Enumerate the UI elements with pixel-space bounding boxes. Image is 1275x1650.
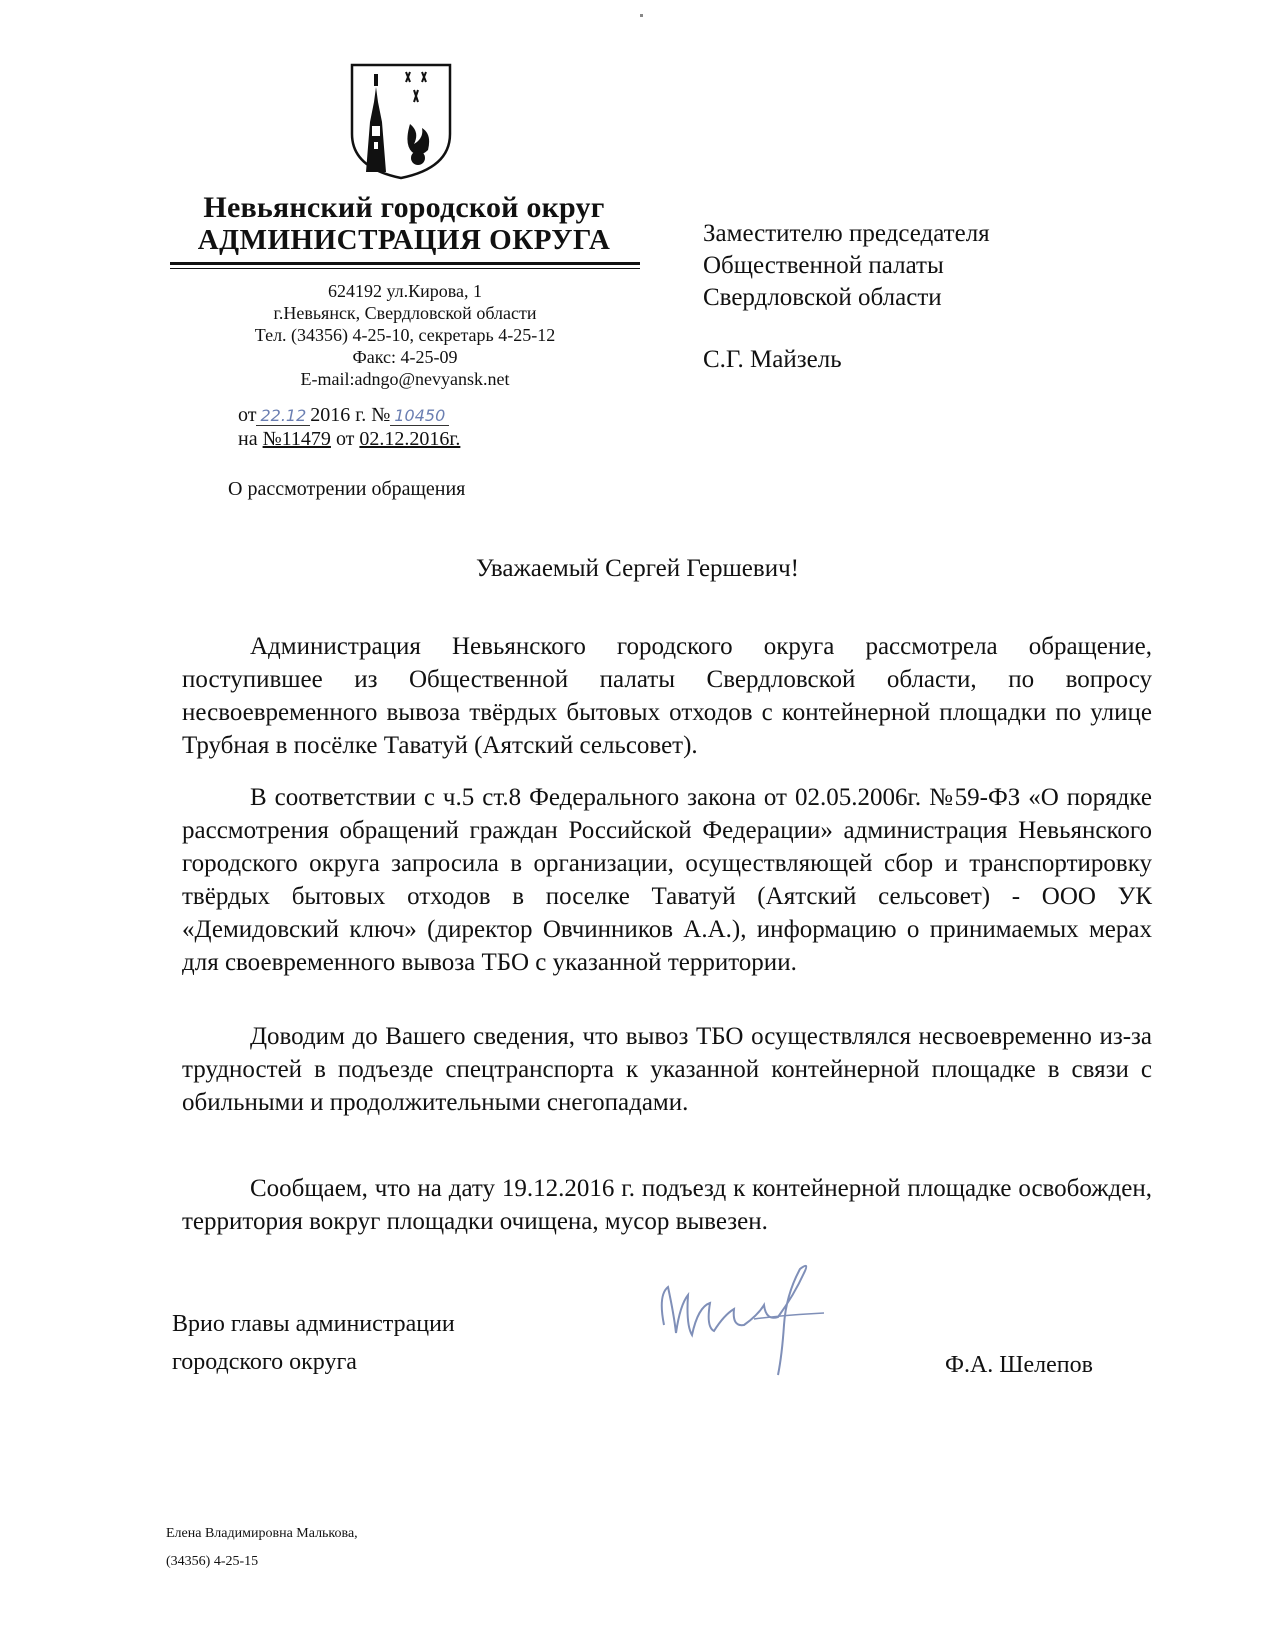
address-postal: 624192 ул.Кирова, 1 bbox=[327, 281, 483, 301]
reg-number-handwritten: 10450 bbox=[390, 406, 449, 426]
header-rule-thick bbox=[170, 262, 640, 265]
organization-department: АДМИНИСТРАЦИЯ ОКРУГА bbox=[197, 224, 611, 256]
registration-line bbox=[238, 404, 449, 427]
letter-paragraph-2: В соответствии с ч.5 ст.8 Федерального закона от 02.05.2006г. №59-ФЗ «О порядке рассмотрения обращений граждан Российской Федерации» администрация Невьянского городского округа запросила в организации, осуществляющей сбор и транспортировку твёрдых бытовых отходов в поселке Таватуй (Аятский сельсовет) - ООО УК «Демидовский ключ» (директор Овчинников А.А.), информацию о принимаемых мерах для своевременного вывоза ТБО с указанной территории. bbox=[182, 784, 1152, 976]
handwritten-signature bbox=[654, 1255, 854, 1385]
recipient-organization: Общественной палаты bbox=[703, 252, 944, 279]
letter-paragraph-3: Доводим до Вашего сведения, что вывоз ТБО осуществлялся несвоевременно из-за трудностей в подъезде спецтранспорта к указанной контейнерной площадке в связи с обильными и продолжительными снегопадами. bbox=[182, 1023, 1152, 1116]
letter-paragraph-1: Администрация Невьянского городского округа рассмотрела обращение, поступившее из Общественной палаты Свердловской области, по вопросу несвоевременного вывоза твёрдых бытовых отходов с контейнерной площадки по улице Трубная в посёлке Таватуй (Аятский сельсовет). bbox=[182, 633, 1152, 759]
address-email: E-mail:adngo@nevyansk.net bbox=[300, 369, 510, 389]
signatory-title-line2: городского округа bbox=[172, 1349, 357, 1375]
reply-prefix: на bbox=[238, 428, 258, 450]
greeting: Уважаемый Сергей Гершевич! bbox=[476, 555, 799, 582]
reg-from-prefix: от bbox=[238, 404, 257, 426]
executor-name: Елена Владимировна Малькова, bbox=[166, 1526, 358, 1541]
signatory-name: Ф.А. Шелепов bbox=[945, 1352, 1093, 1378]
reg-year: 2016 г. bbox=[310, 404, 367, 426]
address-city: г.Невьянск, Свердловской области bbox=[273, 303, 537, 323]
letter-paragraph-4: Сообщаем, что на дату 19.12.2016 г. подъезд к контейнерной площадке освобожден, территория вокруг площадки очищена, мусор вывезен. bbox=[182, 1175, 1152, 1235]
reply-from: от bbox=[335, 428, 355, 450]
address-phone: Тел. (34356) 4-25-10, секретарь 4-25-12 bbox=[254, 325, 556, 345]
reply-reference-line bbox=[238, 428, 460, 451]
recipient-position: Заместителю председателя bbox=[703, 220, 990, 247]
recipient-region: Свердловской области bbox=[703, 284, 942, 311]
header-rule-thin bbox=[170, 268, 640, 269]
letter-subject: О рассмотрении обращения bbox=[228, 478, 466, 500]
executor-info bbox=[166, 1520, 358, 1576]
executor-phone: (34356) 4-25-15 bbox=[166, 1554, 259, 1569]
signatory-title bbox=[172, 1305, 455, 1381]
reg-no-prefix: № bbox=[371, 404, 391, 426]
coat-of-arms-icon bbox=[348, 62, 454, 180]
reply-number: №11479 bbox=[262, 428, 331, 450]
organization-name: Невьянский городской округ bbox=[203, 191, 605, 224]
reg-date-handwritten: 22.12 bbox=[256, 406, 310, 426]
scan-speck bbox=[640, 14, 643, 17]
signatory-title-line1: Врио главы администрации bbox=[172, 1311, 455, 1337]
address-fax: Факс: 4-25-09 bbox=[352, 347, 458, 367]
reply-date: 02.12.2016г. bbox=[359, 428, 461, 450]
recipient-name: С.Г. Майзель bbox=[703, 346, 842, 373]
